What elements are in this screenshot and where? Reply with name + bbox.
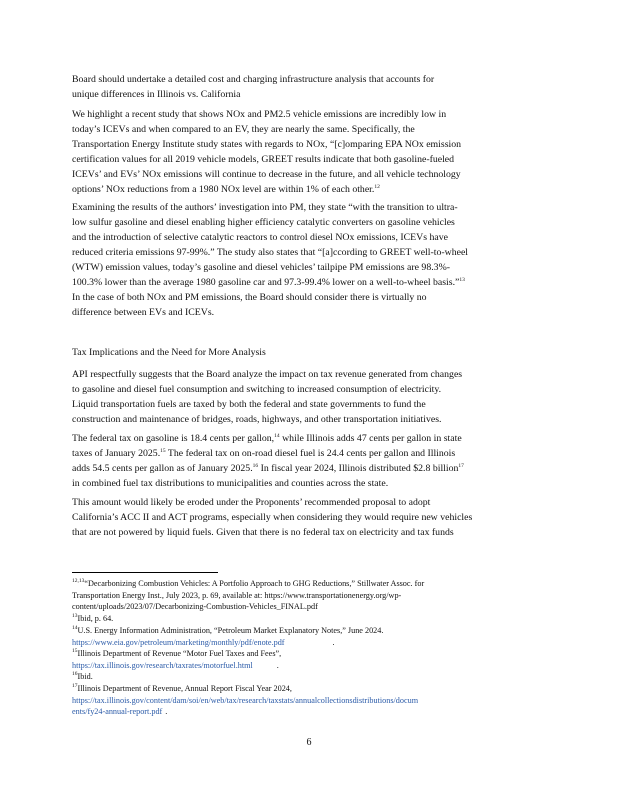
text-fragment: 100.3% lower than the average 1980 gasoline car and 97.3-99.4% lower on a well-to-wheel basis.” — [72, 277, 460, 288]
text-fragment: while Illinois adds 47 cents per gallon in state — [279, 433, 462, 444]
footnote-line — [72, 578, 552, 590]
footnote-marker: 12,13 — [72, 578, 85, 584]
text-fragment: . — [165, 707, 168, 716]
text-line: Transportation Energy Institute study states with regards to NOx, “[c]omparing EPA NOx emission — [72, 139, 462, 150]
text-line: to gasoline and diesel fuel consumption and switching to increased consumption of electricity. — [72, 384, 442, 395]
footnote-line — [72, 648, 552, 660]
text-fragment: Illinois Department of Revenue “Motor Fuel Taxes and Fees”, — [77, 649, 282, 658]
text-line: (WTW) emission values, today’s gasoline and diesel vehicles’ tailpipe PM emissions are 98.3%- — [72, 262, 450, 273]
footnote-marker: 14 — [72, 625, 78, 631]
text-line — [72, 461, 548, 476]
footnote-ref-13: 13 — [459, 277, 465, 283]
paragraph-pm-emissions — [72, 200, 548, 320]
footnote-marker: 16 — [72, 671, 78, 677]
footnote-line — [72, 613, 552, 625]
footnote-16 — [72, 671, 552, 683]
footnote-13b — [72, 613, 552, 625]
text-line: construction and maintenance of bridges, roads, highways, and other transportation initiatives. — [72, 414, 442, 425]
text-line: ICEVs’ and EVs’ NOx emissions will continue to decrease in the future, and all vehicle technology — [72, 169, 461, 180]
text-line — [72, 446, 548, 461]
footnote-link[interactable]: ents/fy24-annual-report.pdf — [72, 707, 163, 716]
text-fragment: U.S. Energy Information Administration, “Petroleum Market Explanatory Notes,” June 2024. — [77, 626, 384, 635]
text-line: low sulfur gasoline and diesel enabling higher efficiency catalytic converters on gasoline vehicles — [72, 217, 455, 228]
footnote-line — [72, 625, 552, 637]
footnote-12-13 — [72, 578, 552, 613]
text-line — [72, 182, 548, 197]
paragraph-tax-erosion — [72, 495, 548, 540]
footnote-line: content/uploads/2023/07/Decarbonizing-Combustion-Vehicles_FINAL.pdf — [72, 602, 318, 611]
text-line: Examining the results of the authors’ investigation into PM, they state “with the transition to ultra- — [72, 202, 458, 213]
footnote-ref-15: 15 — [160, 448, 166, 454]
text-fragment: options’ NOx reductions from a 1980 NOx level are within 1% of each other. — [72, 184, 375, 195]
text-line: reduced criteria emissions 97-99%.” The study also states that “[a]ccording to GREET well-to-wheel — [72, 247, 469, 258]
text-line — [72, 431, 548, 446]
footnote-line — [72, 637, 552, 649]
footnote-line — [72, 683, 552, 695]
section-heading: Tax Implications and the Need for More Analysis — [72, 347, 266, 358]
footnote-line: Transportation Energy Inst., July 2023, p. 69, available at: https://www.transportationenergy.org/wp- — [72, 590, 402, 600]
text-fragment: Ibid. — [77, 672, 93, 681]
footnote-14 — [72, 625, 552, 648]
footnote-marker: 17 — [72, 683, 78, 689]
footnote-divider — [72, 572, 218, 573]
footnote-line — [72, 706, 552, 718]
page-number: 6 — [306, 737, 312, 748]
paragraph-fuel-tax-rates — [72, 431, 548, 491]
text-fragment: adds 54.5 cents per gallon as of January 2025. — [72, 463, 253, 474]
text-line: in combined fuel tax distributions to municipalities and counties across the state. — [72, 478, 389, 489]
text-fragment: “Decarbonizing Combustion Vehicles: A Portfolio Approach to GHG Reductions,” Stillwater Assoc. for — [84, 579, 425, 588]
text-line: difference between EVs and ICEVs. — [72, 307, 215, 318]
footnote-ref-16: 16 — [252, 463, 259, 469]
text-line: that are not powered by liquid fuels. Given that there is no federal tax on electricity and tax funds — [72, 527, 454, 538]
text-line — [72, 275, 548, 290]
text-fragment: Illinois Department of Revenue, Annual Report Fiscal Year 2024, — [77, 684, 292, 693]
text-line: California’s ACC II and ACT programs, especially when considering they would require new vehicles — [72, 512, 473, 523]
footnote-link[interactable]: https://www.eia.gov/petroleum/marketing/monthly/pdf/enote.pdf — [72, 637, 285, 647]
text-fragment: The federal tax on gasoline is 18.4 cents per gallon, — [72, 433, 275, 444]
footnote-17 — [72, 683, 552, 718]
footnote-ref-14: 14 — [274, 433, 280, 439]
text-line: This amount would likely be eroded under the Proponents’ recommended proposal to adopt — [72, 497, 431, 508]
text-line: and the introduction of selective catalytic reactors to control diesel NOx emissions, ICEVs have — [72, 232, 448, 243]
text-line: We highlight a recent study that shows NOx and PM2.5 vehicle emissions are incredibly low in — [72, 109, 447, 120]
footnote-line — [72, 660, 552, 672]
text-line: today’s ICEVs and when compared to an EV, they are nearly the same. Specifically, the — [72, 124, 415, 135]
footnote-line[interactable]: https://tax.illinois.gov/content/dam/soi/en/web/tax/research/taxstats/annualcollectionsdistributions/docum — [72, 695, 419, 705]
footnote-15 — [72, 648, 552, 671]
text-fragment: . — [332, 637, 335, 647]
text-fragment: In fiscal year 2024, Illinois distributed $2.8 billion — [258, 463, 459, 474]
text-line: Liquid transportation fuels are taxed by both the federal and state governments to fund the — [72, 399, 426, 410]
footnote-marker: 15 — [72, 648, 78, 654]
text-line: In the case of both NOx and PM emissions, the Board should consider there is virtually no — [72, 292, 427, 303]
text-line: certification values for all 2019 vehicle models, GREET results indicate that both gasoline-fueled — [72, 154, 455, 165]
text-fragment: taxes of January 2025. — [72, 448, 161, 459]
footnote-line — [72, 671, 552, 683]
paragraph-tax-revenue — [72, 367, 548, 427]
paragraph-nox-emissions — [72, 107, 548, 197]
text-line: unique differences in Illinois vs. California — [72, 89, 241, 100]
footnote-link[interactable]: https://tax.illinois.gov/research/taxrates/motorfuel.html — [72, 660, 253, 670]
paragraph-infrastructure-analysis — [72, 72, 548, 102]
text-line: API respectfully suggests that the Board analyze the impact on tax revenue generated from changes — [72, 369, 463, 380]
footnote-ref-17: 17 — [458, 463, 464, 469]
footnote-ref-12: 12 — [374, 184, 380, 190]
text-fragment: Ibid, p. 64. — [77, 614, 114, 623]
text-fragment: The federal tax on on-road diesel fuel is 24.4 cents per gallon and Illinois — [165, 448, 456, 459]
text-fragment: . — [276, 660, 279, 670]
text-line: Board should undertake a detailed cost and charging infrastructure analysis that accounts for — [72, 74, 435, 85]
footnote-marker: 13 — [72, 613, 78, 619]
